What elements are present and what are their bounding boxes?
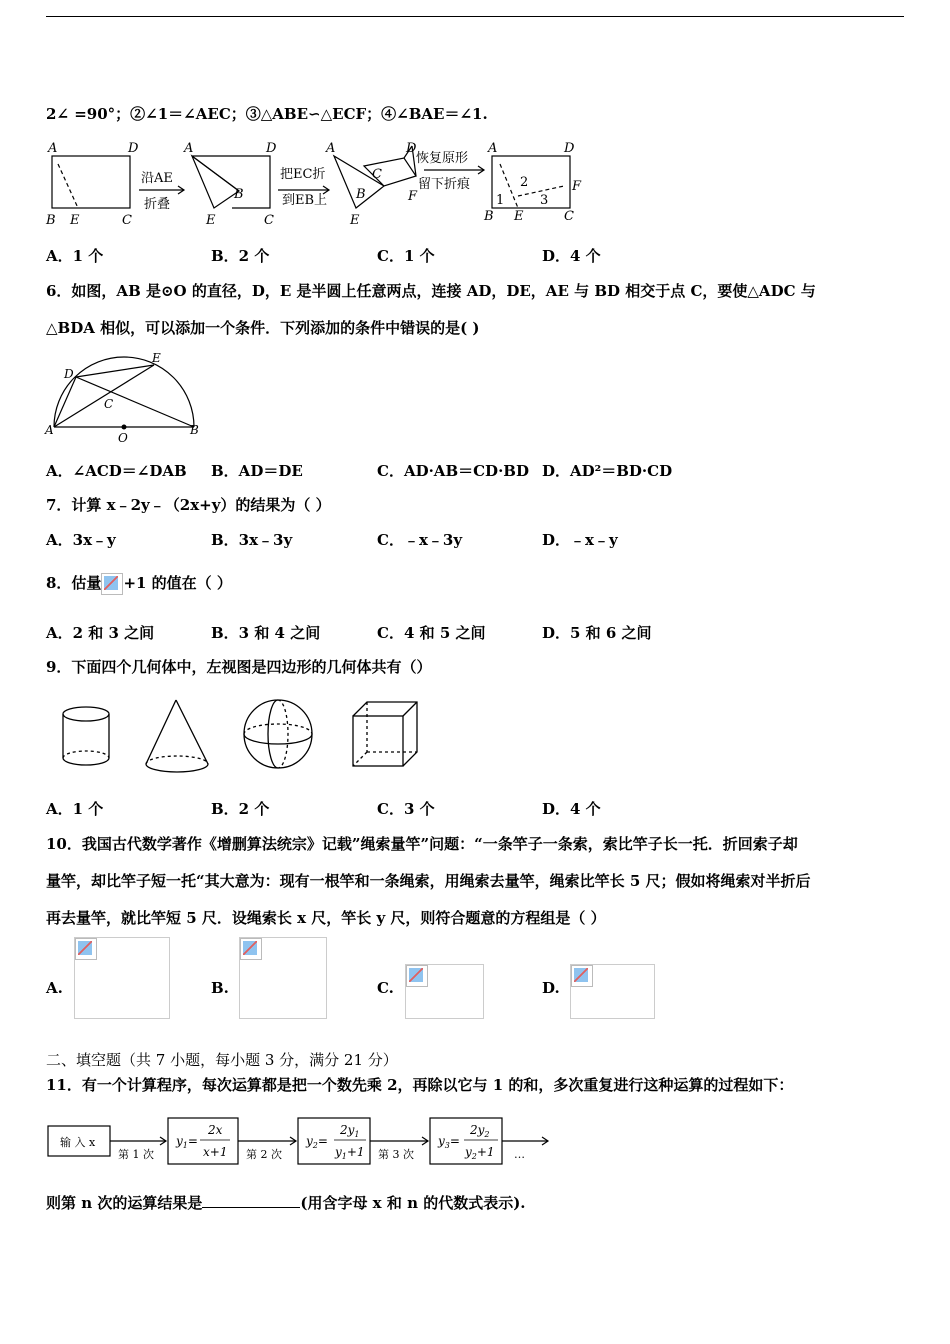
svg-text:x+1: x+1	[203, 1145, 228, 1159]
q9-option-a[interactable]: A．1 个	[46, 800, 104, 818]
svg-text:2y1: $2y_1$	[340, 1123, 360, 1139]
svg-text:D: D	[406, 141, 417, 156]
svg-text:第 2 次: 第 2 次	[246, 1148, 282, 1161]
broken-image-icon	[571, 965, 593, 987]
svg-text:1: 1	[496, 193, 505, 208]
q10-option-a[interactable]: A.	[46, 979, 63, 997]
svg-text:C: C	[122, 213, 132, 228]
q6-text-line1: 6．如图，AB 是⊙O 的直径，D，E 是半圆上任意两点，连接 AD，DE，AE 与 BD 相交于点 C，要使△ADC 与	[46, 282, 816, 300]
q10-option-c[interactable]: C.	[377, 979, 394, 997]
q8-formula-image-icon	[101, 573, 123, 595]
svg-text:E: E	[350, 213, 360, 228]
q10-option-b-equation-image	[239, 937, 327, 1019]
svg-text:y2=: $y_2=$	[306, 1134, 328, 1150]
q8-option-d[interactable]: D．5 和 6 之间	[542, 624, 652, 642]
broken-image-icon	[240, 938, 262, 960]
svg-text:到EB上: 到EB上	[282, 193, 328, 208]
q11-answer-blank[interactable]	[202, 1193, 300, 1208]
svg-text:y1=: $y_1=$	[176, 1134, 198, 1150]
q10-option-d[interactable]: D.	[542, 979, 560, 997]
svg-text:2y2: $2y_2$	[470, 1123, 490, 1139]
q5-option-c[interactable]: C．1 个	[377, 247, 435, 265]
svg-text:E: E	[514, 209, 524, 224]
q10-text-line1: 10．我国古代数学著作《增删算法统宗》记载”绳索量竿”问题：“一条竿子一条索，索比竿子长一托．折回索子却	[46, 835, 798, 853]
q7-option-d[interactable]: D．﹣x﹣y	[542, 531, 618, 549]
svg-text:F: F	[572, 179, 582, 194]
q11-answer-suffix: (用含字母 x 和 n 的代数式表示).	[300, 1194, 526, 1212]
svg-text:y3=: $y_3=$	[438, 1134, 460, 1150]
q10-text-line2: 量竿，却比竿子短一托“其大意为：现有一根竿和一条绳索，用绳索去量竿，绳索比竿长 5 尺；假如将绳索对半折后	[46, 872, 811, 890]
svg-text:2x: 2x	[208, 1123, 223, 1137]
q7-option-b[interactable]: B．3x﹣3y	[211, 531, 293, 549]
svg-text:第 3 次: 第 3 次	[378, 1148, 414, 1161]
svg-text:A: A	[45, 423, 54, 437]
svg-text:C: C	[372, 167, 382, 182]
svg-text:A: A	[488, 141, 498, 156]
q11-answer-line	[46, 1192, 526, 1213]
svg-text:B: B	[46, 213, 56, 228]
q8-option-c[interactable]: C．4 和 5 之间	[377, 624, 486, 642]
q6-option-b[interactable]: B．AD＝DE	[211, 462, 303, 480]
svg-text:沿AE: 沿AE	[141, 171, 173, 186]
svg-text:B: B	[484, 209, 494, 224]
q5-option-d[interactable]: D．4 个	[542, 247, 601, 265]
svg-text:O: O	[118, 431, 128, 445]
svg-text:F: F	[408, 189, 418, 204]
svg-text:把EC折: 把EC折	[280, 167, 326, 182]
svg-text:B: B	[190, 423, 199, 437]
svg-text:E: E	[206, 213, 216, 228]
q10-option-d-equation-image	[570, 964, 655, 1019]
q10-option-c-equation-image	[405, 964, 484, 1019]
svg-text:第 1 次: 第 1 次	[118, 1148, 154, 1161]
svg-text:E: E	[70, 213, 80, 228]
q7-text: 7．计算 x﹣2y﹣（2x+y）的结果为（ ）	[46, 496, 331, 514]
q10-option-b[interactable]: B.	[211, 979, 229, 997]
svg-text:输 入 x: 输 入 x	[60, 1136, 96, 1149]
q6-option-c[interactable]: C．AD·AB＝CD·BD	[377, 462, 529, 480]
section2-title: 二、填空题（共 7 小题，每小题 3 分，满分 21 分）	[46, 1051, 398, 1069]
q6-text-line2: △BDA 相似，可以添加一个条件．下列添加的条件中错误的是( )	[46, 319, 480, 337]
q5-option-a[interactable]: A．1 个	[46, 247, 104, 265]
svg-text:留下折痕: 留下折痕	[418, 177, 471, 192]
svg-text:B: B	[356, 187, 366, 202]
svg-text:A: A	[326, 141, 336, 156]
svg-text:A: A	[48, 141, 58, 156]
q9-text: 9．下面四个几何体中，左视图是四边形的几何体共有（）	[46, 658, 432, 676]
broken-image-icon	[406, 965, 428, 987]
header-rule	[46, 16, 904, 17]
svg-text:E: E	[152, 351, 161, 365]
svg-text:D: D	[564, 141, 575, 156]
q9-option-b[interactable]: B．2 个	[211, 800, 270, 818]
q8-prefix: 8．估量	[46, 574, 102, 592]
q7-option-c[interactable]: C．﹣x﹣3y	[377, 531, 463, 549]
svg-text:C: C	[264, 213, 274, 228]
q9-option-c[interactable]: C．3 个	[377, 800, 435, 818]
q8-option-b[interactable]: B．3 和 4 之间	[211, 624, 321, 642]
q11-answer-prefix: 则第 n 次的运算结果是	[46, 1194, 203, 1212]
svg-text:C: C	[564, 209, 574, 224]
q6-option-a[interactable]: A．∠ACD＝∠DAB	[46, 462, 187, 480]
svg-text:B: B	[234, 187, 244, 202]
q5-option-b[interactable]: B．2 个	[211, 247, 270, 265]
svg-text:折叠: 折叠	[144, 197, 171, 212]
q8-option-a[interactable]: A．2 和 3 之间	[46, 624, 155, 642]
svg-text:D: D	[128, 141, 139, 156]
q10-text-line3: 再去量竿，就比竿短 5 尺．设绳索长 x 尺，竿长 y 尺，则符合题意的方程组是（ ）	[46, 909, 606, 927]
broken-image-icon	[75, 938, 97, 960]
svg-text:D: D	[266, 141, 277, 156]
q11-text: 11．有一个计算程序，每次运算都是把一个数先乘 2，再除以它与 1 的和，多次重复进行这种运算的过程如下：	[46, 1076, 794, 1094]
q6-option-d[interactable]: D．AD²＝BD·CD	[542, 462, 673, 480]
q5-folding-figure	[44, 136, 589, 232]
q8-suffix: +1 的值在（ ）	[123, 574, 232, 592]
svg-text:3: 3	[540, 193, 549, 208]
svg-text:…: …	[514, 1148, 525, 1161]
q8-text	[46, 572, 232, 595]
svg-text:恢复原形: 恢复原形	[416, 151, 469, 166]
q6-semicircle-figure	[42, 350, 207, 445]
q9-option-d[interactable]: D．4 个	[542, 800, 601, 818]
q10-option-a-equation-image	[74, 937, 170, 1019]
svg-text:y1+1: $y_1+1$	[335, 1145, 365, 1161]
svg-text:D: D	[64, 367, 74, 381]
q5-condition-text: 2∠ =90°；②∠1＝∠AEC；③△ABE∽△ECF；④∠BAE＝∠1.	[46, 105, 488, 123]
q7-option-a[interactable]: A．3x﹣y	[46, 531, 116, 549]
svg-text:y2+1: $y_2+1$	[465, 1145, 495, 1161]
svg-text:C: C	[104, 397, 114, 411]
q9-solids-figure	[56, 694, 426, 778]
svg-text:2: 2	[520, 175, 529, 190]
svg-text:A: A	[184, 141, 194, 156]
q11-flow-diagram	[46, 1114, 556, 1174]
